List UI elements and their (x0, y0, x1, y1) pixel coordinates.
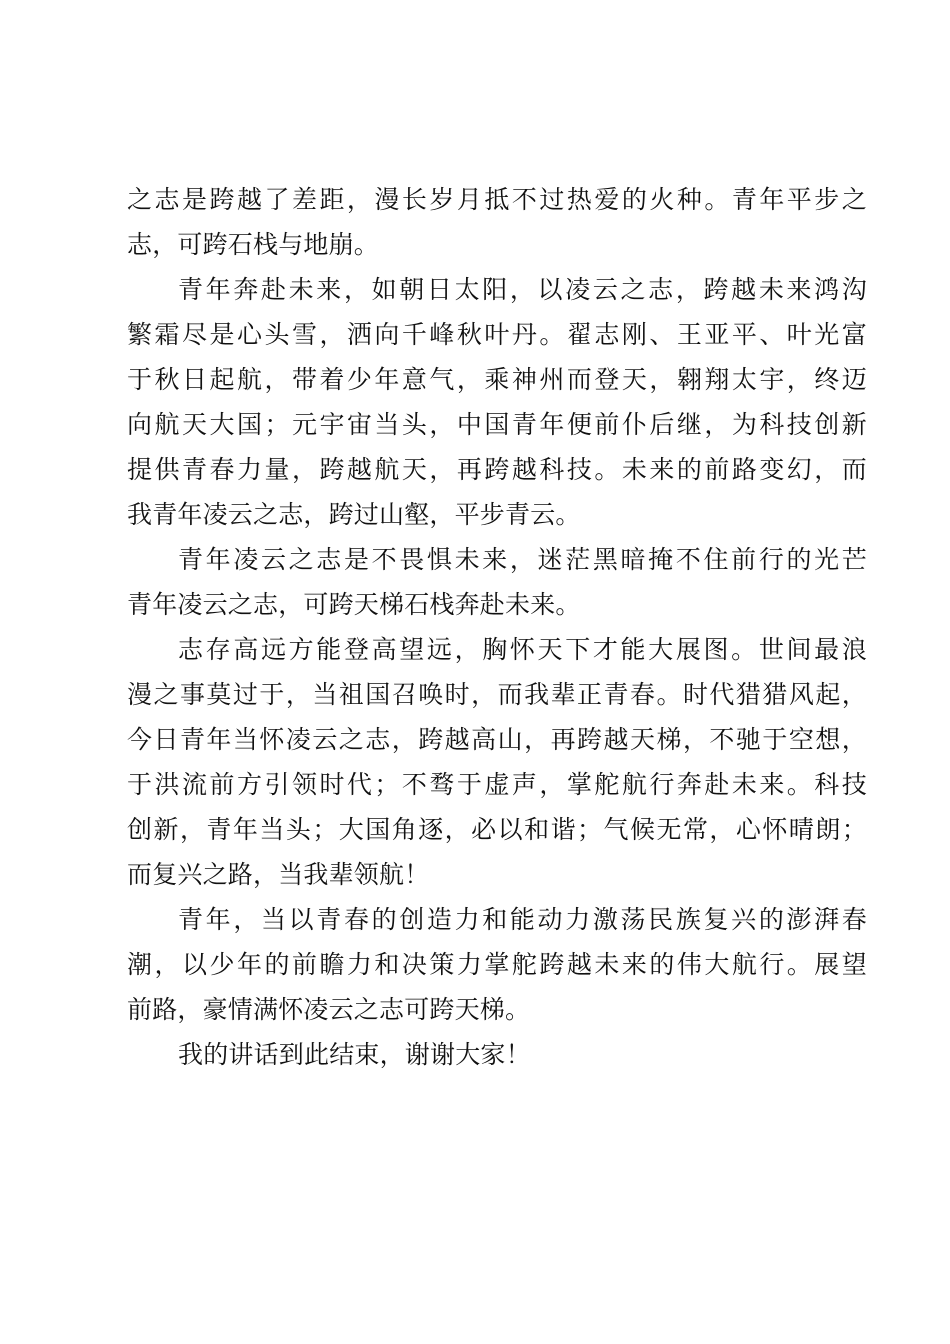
paragraph-first-line: 青年，当以青春的创造力和能动力激荡民族复兴的澎湃春 (178, 905, 867, 934)
text-line: 于秋日起航，带着少年意气，乘神州而登天，翱翔太宇，终迈 (127, 365, 867, 394)
speech-body-text (127, 177, 867, 1077)
closing-line: 我的讲话到此结束，谢谢大家！ (178, 1040, 531, 1069)
paragraph-first-line: 青年奔赴未来，如朝日太阳，以凌云之志，跨越未来鸿沟 (178, 275, 867, 304)
text-line: 志，可跨石栈与地崩。 (127, 230, 380, 259)
text-line: 潮，以少年的前瞻力和决策力掌舵跨越未来的伟大航行。展望 (127, 950, 867, 979)
text-line: 而复兴之路，当我辈领航！ (127, 860, 430, 889)
text-line: 前路，豪情满怀凌云之志可跨天梯。 (127, 995, 531, 1024)
text-line: 繁霜尽是心头雪，洒向千峰秋叶丹。翟志刚、王亚平、叶光富 (127, 320, 867, 349)
text-line: 漫之事莫过于，当祖国召唤时，而我辈正青春。时代猎猎风起， (127, 680, 867, 709)
text-line: 创新，青年当头；大国角逐，必以和谐；气候无常，心怀晴朗； (127, 815, 867, 844)
text-line: 今日青年当怀凌云之志，跨越高山，再跨越天梯，不驰于空想， (127, 725, 867, 754)
text-line: 于洪流前方引领时代；不骛于虚声，掌舵航行奔赴未来。科技 (127, 770, 867, 799)
text-line: 之志是跨越了差距，漫长岁月抵不过热爱的火种。青年平步之 (127, 185, 867, 214)
text-line: 青年凌云之志，可跨天梯石栈奔赴未来。 (127, 590, 581, 619)
paragraph-first-line: 志存高远方能登高望远，胸怀天下才能大展图。世间最浪 (178, 635, 867, 664)
paragraph-first-line: 青年凌云之志是不畏惧未来，迷茫黑暗掩不住前行的光芒 (178, 545, 867, 574)
text-line: 提供青春力量，跨越航天，再跨越科技。未来的前路变幻，而 (127, 455, 867, 484)
text-line: 我青年凌云之志，跨过山壑，平步青云。 (127, 500, 581, 529)
text-line: 向航天大国；元宇宙当头，中国青年便前仆后继，为科技创新 (127, 410, 867, 439)
